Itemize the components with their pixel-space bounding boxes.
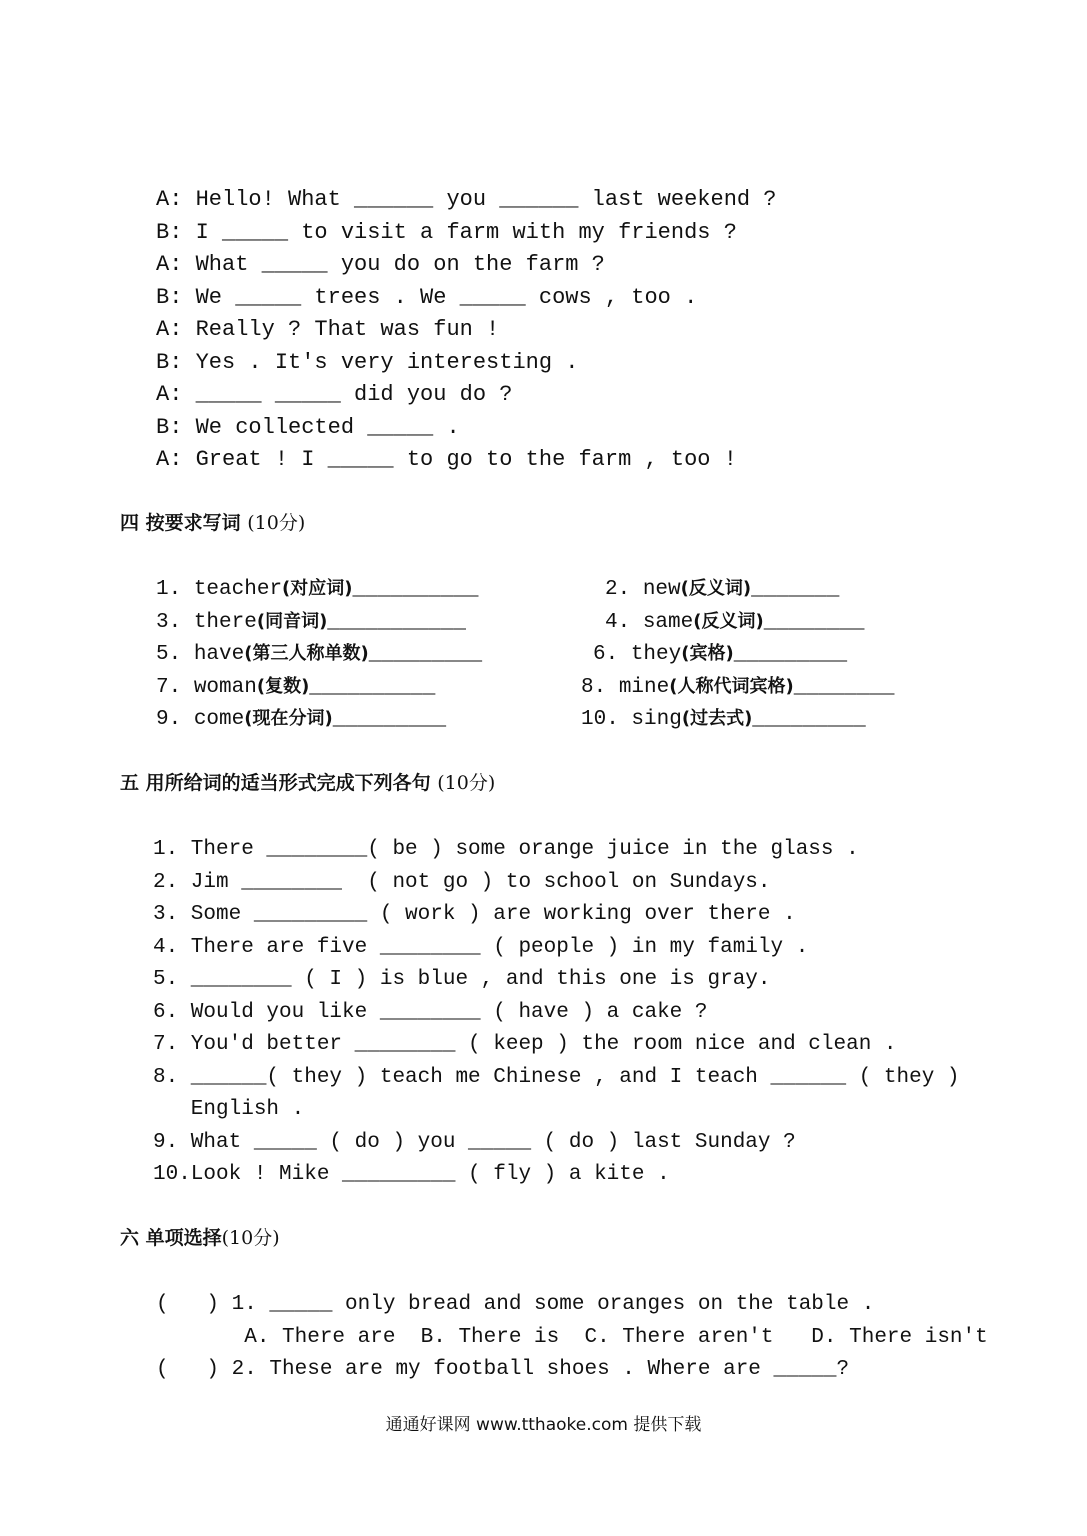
word-item	[156, 709, 446, 730]
section-5-heading	[120, 774, 495, 793]
choice-question: ( ) 2. These are my football shoes . Where are _____?	[156, 1358, 850, 1381]
item-word: sing	[631, 708, 682, 731]
item-word: new	[642, 578, 681, 601]
word-item	[156, 612, 466, 633]
item-hint: (人称代词宾格)	[669, 676, 794, 697]
item-word: teacher	[193, 578, 283, 601]
answer-blank: ________	[793, 676, 895, 699]
dialogue-line: A: Really ? That was fun !	[156, 317, 500, 342]
word-item	[581, 709, 866, 730]
sentence-item: 1. There ________( be ) some orange juice in the glass .	[153, 838, 859, 861]
answer-blank: _________	[752, 708, 866, 731]
dialogue-line: A: _____ _____ did you do ?	[156, 382, 513, 407]
dialogue-line: B: Yes . It's very interesting .	[156, 350, 579, 375]
dialogue-line: B: We collected _____ .	[156, 415, 460, 440]
item-number: 4.	[605, 611, 631, 634]
choice-question: ( ) 1. _____ only bread and some oranges on the table .	[156, 1293, 875, 1316]
answer-blank: __________	[352, 578, 479, 601]
choice-options: A. There are B. There is C. There aren't D. There isn't	[156, 1326, 988, 1349]
answer-blank: ___________	[327, 611, 466, 634]
item-number: 1.	[156, 578, 182, 601]
item-word: come	[193, 708, 245, 731]
item-hint: (同音词)	[256, 611, 328, 632]
item-word: there	[193, 611, 257, 634]
sentence-item: 8. ______( they ) teach me Chinese , and I teach ______ ( they )	[153, 1066, 960, 1089]
item-hint: (过去式)	[681, 708, 753, 729]
answer-blank: _________	[733, 643, 848, 666]
word-item	[605, 579, 839, 600]
section-title: 四 按要求写词	[120, 512, 248, 534]
item-number: 7.	[156, 676, 182, 699]
answer-blank: __________	[309, 676, 436, 699]
dialogue-line: A: What _____ you do on the farm ?	[156, 252, 605, 277]
word-item	[156, 677, 435, 698]
item-number: 6.	[593, 643, 619, 666]
dialogue-line: A: Great ! I _____ to go to the farm , too !	[156, 447, 737, 472]
item-number: 10.	[581, 708, 619, 731]
sentence-item: 7. You'd better ________ ( keep ) the room nice and clean .	[153, 1033, 897, 1056]
item-word: mine	[618, 676, 670, 699]
item-hint: (第三人称单数)	[244, 643, 369, 664]
section-score: (10分)	[221, 1227, 280, 1249]
sentence-item: 4. There are five ________ ( people ) in my family .	[153, 936, 809, 959]
item-word: they	[630, 643, 682, 666]
answer-blank: _______	[751, 578, 840, 601]
item-word: have	[193, 643, 245, 666]
item-number: 8.	[581, 676, 607, 699]
item-word: woman	[193, 676, 257, 699]
word-item	[156, 644, 482, 665]
section-6-heading	[120, 1229, 280, 1248]
section-score: (10分)	[437, 772, 496, 794]
dialogue-line: A: Hello! What ______ you ______ last weekend ?	[156, 187, 777, 212]
item-number: 9.	[156, 708, 182, 731]
item-number: 3.	[156, 611, 182, 634]
sentence-item: 9. What _____ ( do ) you _____ ( do ) last Sunday ?	[153, 1131, 796, 1154]
item-hint: (现在分词)	[244, 708, 333, 729]
sentence-item: 5. ________ ( I ) is blue , and this one is gray.	[153, 968, 771, 991]
section-4-heading	[120, 514, 305, 533]
item-hint: (反义词)	[680, 578, 752, 599]
section-title: 六 单项选择	[120, 1227, 222, 1249]
word-item	[156, 579, 479, 600]
item-word: same	[642, 611, 694, 634]
answer-blank: _________	[332, 708, 447, 731]
item-hint: (复数)	[256, 676, 310, 697]
item-number: 2.	[605, 578, 631, 601]
dialogue-line: B: We _____ trees . We _____ cows , too .	[156, 285, 698, 310]
sentence-item: 6. Would you like ________ ( have ) a cake ?	[153, 1001, 708, 1024]
page-footer: 通通好课网 www.tthaoke.com 提供下载	[385, 1415, 702, 1435]
section-title: 五 用所给词的适当形式完成下列各句	[120, 772, 438, 794]
sentence-item: 2. Jim ________ ( not go ) to school on Sundays.	[153, 871, 771, 894]
section-score: (10分)	[247, 512, 306, 534]
word-item	[581, 677, 895, 698]
sentence-item: 3. Some _________ ( work ) are working over there .	[153, 903, 796, 926]
answer-blank: _________	[368, 643, 483, 666]
item-hint: (对应词)	[282, 578, 353, 599]
dialogue-line: B: I _____ to visit a farm with my friends ?	[156, 220, 737, 245]
word-item	[593, 644, 847, 665]
word-item	[605, 612, 865, 633]
answer-blank: ________	[763, 611, 865, 634]
item-hint: (反义词)	[693, 611, 764, 632]
item-number: 5.	[156, 643, 182, 666]
sentence-item: English .	[153, 1098, 305, 1121]
item-hint: (宾格)	[681, 643, 734, 664]
sentence-item: 10.Look ! Mike _________ ( fly ) a kite .	[153, 1163, 670, 1186]
